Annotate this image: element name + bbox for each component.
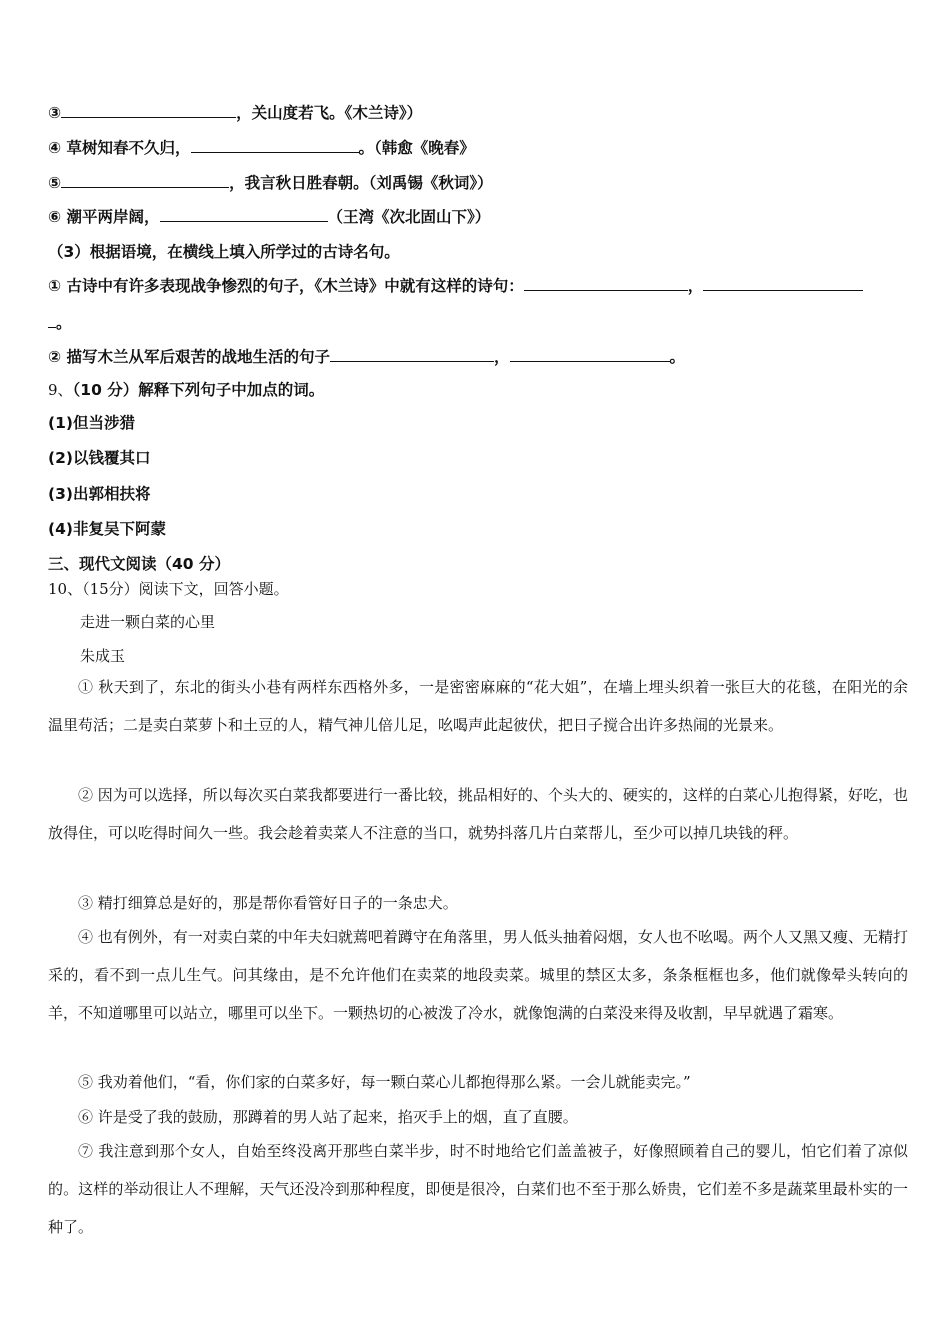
line-text: ② 描写木兰从军后艰苦的战地生活的句子 bbox=[48, 348, 331, 366]
fill-line-3 bbox=[48, 101, 422, 123]
answer-blank[interactable] bbox=[160, 207, 328, 222]
q9-item-1: (1)但当涉猎 bbox=[48, 414, 135, 432]
q3-heading: （3）根据语境，在横线上填入所学过的古诗名句。 bbox=[48, 243, 400, 261]
answer-blank[interactable] bbox=[191, 138, 359, 153]
separator: ， bbox=[687, 277, 704, 295]
answer-blank[interactable] bbox=[61, 173, 229, 188]
q9-item-3: (3)出郭相扶将 bbox=[48, 485, 151, 503]
line-text: 。（韩愈《晚春》 bbox=[358, 139, 475, 157]
answer-blank[interactable] bbox=[48, 313, 56, 328]
line-text: ⑥ 潮平两岸阔， bbox=[48, 208, 160, 226]
question-title: （10 分）解释下列句子中加点的词。 bbox=[72, 381, 325, 399]
q9-item-4: (4)非复吴下阿蒙 bbox=[48, 520, 166, 538]
q3-item-1 bbox=[48, 274, 863, 296]
article-paragraph-5: ⑤ 我劝着他们，“看，你们家的白菜多好，每一颗白菜心儿都抱得那么紧。一会儿就能卖完。” bbox=[78, 1073, 691, 1091]
article-author: 朱成玉 bbox=[80, 647, 126, 665]
q9-item-2: (2)以钱覆其口 bbox=[48, 449, 151, 467]
answer-blank[interactable] bbox=[510, 347, 670, 362]
fill-line-5 bbox=[48, 171, 493, 193]
answer-blank[interactable] bbox=[703, 276, 863, 291]
line-end: 。 bbox=[56, 314, 72, 332]
article-paragraph-1: ① 秋天到了，东北的街头小巷有两样东西格外多，一是密密麻麻的“花大姐”，在墙上埋头织着一张巨大的花毯，在阳光的余温里苟活；二是卖白菜萝卜和土豆的人，精气神儿倍儿足，吆喝声此起彼伏，把日子搅合出许多热闹的光景来。 bbox=[48, 678, 908, 734]
fill-line-4 bbox=[48, 136, 475, 158]
line-text: ④ 草树知春不久归， bbox=[48, 139, 191, 157]
q9-heading bbox=[48, 378, 324, 400]
answer-blank[interactable] bbox=[524, 276, 688, 291]
separator: ， bbox=[494, 348, 510, 366]
article-paragraph-2: ② 因为可以选择，所以每次买白菜我都要进行一番比较，挑品相好的、个头大的、硬实的，这样的白菜心儿抱得紧，好吃，也放得住，可以吃得时间久一些。我会趁着卖菜人不注意的当口，就势抖落几片白菜帮儿，至少可以掉几块钱的秤。 bbox=[48, 786, 908, 842]
article-paragraph-3: ③ 精打细算总是好的，那是帮你看管好日子的一条忠犬。 bbox=[78, 894, 458, 912]
q10-heading: 10、（15分）阅读下文，回答小题。 bbox=[48, 580, 289, 598]
answer-blank[interactable] bbox=[61, 103, 236, 118]
item-number: ⑤ bbox=[48, 174, 62, 192]
answer-blank[interactable] bbox=[330, 347, 494, 362]
question-number: 9、 bbox=[48, 381, 73, 399]
article-title: 走进一颗白菜的心里 bbox=[80, 613, 216, 631]
item-number: ③ bbox=[48, 104, 62, 122]
line-text: ，关山度若飞。《木兰诗》） bbox=[236, 104, 423, 122]
article-paragraph-4: ④ 也有例外，有一对卖白菜的中年夫妇就蔫吧着蹲守在角落里，男人低头抽着闷烟，女人也不吆喝。两个人又黑又瘦、无精打采的，看不到一点儿生气。问其缘由，是不允许他们在卖菜的地段卖菜。城里的禁区太多，条条框框也多，他们就像晕头转向的羊，不知道哪里可以站立，哪里可以坐下。一颗热切的心被泼了冷水，就像饱满的白菜没来得及收割，早早就遇了霜寒。 bbox=[48, 928, 908, 1022]
article-paragraph-7: ⑦ 我注意到那个女人，自始至终没离开那些白菜半步，时不时地给它们盖盖被子，好像照顾着自己的婴儿，怕它们着了凉似的。这样的举动很让人不理解，天气还没冷到那种程度，即便是很冷，白菜们也不至于那么娇贵，它们差不多是蔬菜里最朴实的一种了。 bbox=[48, 1142, 908, 1236]
line-end: 。 bbox=[669, 348, 686, 366]
section-3-heading: 三、现代文阅读（40 分） bbox=[48, 555, 230, 573]
fill-line-6 bbox=[48, 205, 490, 227]
line-text: ，我言秋日胜春朝。（刘禹锡《秋词》） bbox=[229, 174, 493, 192]
q3-item-2 bbox=[48, 345, 685, 367]
line-text: （王湾《次北固山下》） bbox=[327, 208, 491, 226]
q3-item-1-cont bbox=[48, 311, 72, 333]
article-paragraph-6: ⑥ 许是受了我的鼓励，那蹲着的男人站了起来，掐灭手上的烟，直了直腰。 bbox=[78, 1108, 578, 1126]
line-text: ① 古诗中有许多表现战争惨烈的句子，《木兰诗》中就有这样的诗句： bbox=[48, 277, 524, 295]
